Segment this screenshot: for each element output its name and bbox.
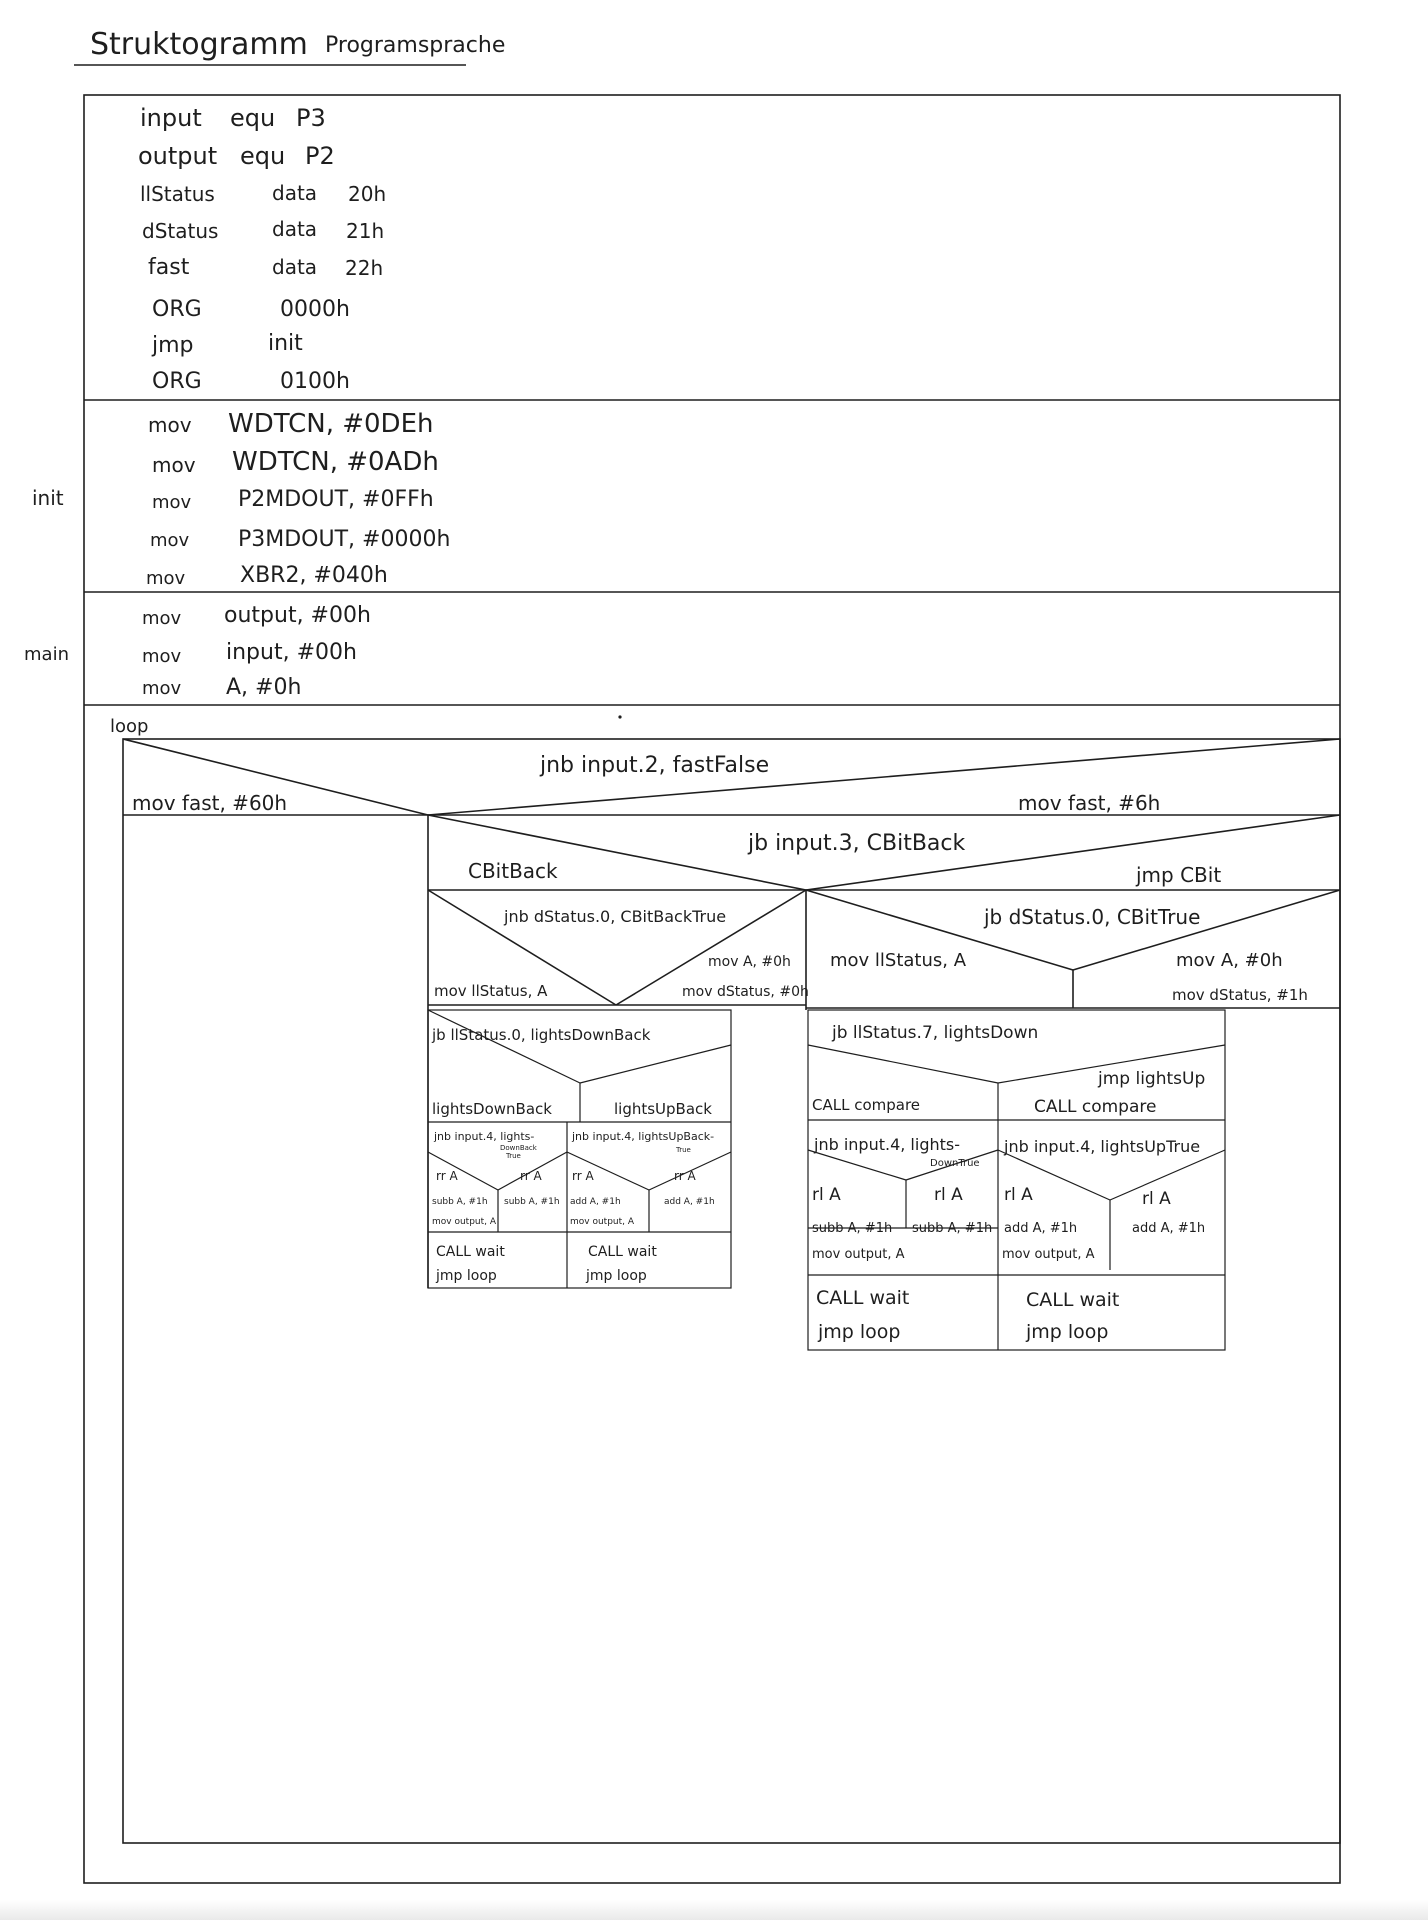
lu-left-2: mov output, A <box>1002 1247 1095 1262</box>
init-3-args: P3MDOUT, #0000h <box>238 527 451 552</box>
init-0-op: mov <box>148 413 192 437</box>
lights-back-cond: jb llStatus.0, lightsDownBack <box>432 1026 651 1044</box>
declarations-block <box>138 104 386 394</box>
lu-tail-1: CALL wait <box>1026 1289 1120 1311</box>
init-2-args: P2MDOUT, #0FFh <box>238 487 434 512</box>
lu-left-1: add A, #1h <box>1004 1221 1078 1236</box>
ld-diag-left <box>808 1150 906 1180</box>
ld-right-1: subb A, #1h <box>912 1221 993 1236</box>
ldb-left-2: mov output, A <box>432 1217 497 1227</box>
main-2-args: A, #0h <box>226 675 302 700</box>
cbit-right-text-1: mov A, #0h <box>1176 950 1283 971</box>
decl-1-a: output <box>138 142 218 170</box>
ld-left-op: rl A <box>812 1185 841 1205</box>
lub-cond-sub: True <box>676 1146 691 1154</box>
decl-3-c: 21h <box>346 219 385 243</box>
fast-false-branch: mov fast, #6h <box>1018 791 1161 815</box>
call-compare-right: CALL compare <box>1034 1097 1157 1117</box>
page-subtitle: Programsprache <box>325 33 506 58</box>
main-1-op: mov <box>142 646 182 667</box>
init-4-op: mov <box>146 568 186 589</box>
jmp-cbit-label: jmp CBit <box>1136 863 1222 887</box>
lights-down-back-label: lightsDownBack <box>432 1100 552 1118</box>
decl-6-b: init <box>268 331 303 356</box>
lub-left-2: mov output, A <box>570 1217 635 1227</box>
ldb-left-op: rr A <box>436 1169 458 1183</box>
ld-cond: jnb input.4, lights- <box>814 1135 960 1154</box>
lights-back-diag-left <box>428 1010 580 1083</box>
cbb-right-text-2: mov dStatus, #0h <box>682 984 809 1000</box>
ldb-cond: jnb input.4, lights- <box>434 1130 535 1143</box>
lu-tail-2: jmp loop <box>1026 1321 1109 1343</box>
decl-1-b: equ <box>240 142 286 170</box>
main-0-args: output, #00h <box>224 603 371 628</box>
lub-tail-1: CALL wait <box>588 1244 657 1260</box>
lub-right-1: add A, #1h <box>664 1197 715 1207</box>
cbb-cond-text: jnb dStatus.0, CBitBackTrue <box>504 907 727 926</box>
decl-1-c: P2 <box>305 142 335 170</box>
lu-right-1: add A, #1h <box>1132 1221 1206 1236</box>
lub-tail-2: jmp loop <box>586 1268 647 1284</box>
lub-left-1: add A, #1h <box>570 1197 621 1207</box>
decl-4-a: fast <box>148 255 190 280</box>
main-2-op: mov <box>142 678 182 699</box>
init-1-args: WDTCN, #0ADh <box>232 447 439 477</box>
decl-3-b: data <box>272 217 318 241</box>
decl-3-a: dStatus <box>142 219 219 243</box>
init-2-op: mov <box>152 492 192 513</box>
cbit-cond-text: jb dStatus.0, CBitTrue <box>984 905 1201 929</box>
ld-right-op: rl A <box>934 1185 963 1205</box>
side-label-init: init <box>32 486 64 510</box>
decl-6-a: jmp <box>152 333 194 358</box>
ldb-cond-sub: DownBack <box>500 1144 537 1152</box>
decl-4-b: data <box>272 255 318 279</box>
decl-2-c: 20h <box>348 182 387 206</box>
init-3-op: mov <box>150 530 190 551</box>
main-0-op: mov <box>142 608 182 629</box>
init-1-op: mov <box>152 453 196 477</box>
cond-fast-text: jnb input.2, fastFalse <box>540 753 770 778</box>
decl-0-a: input <box>140 104 202 132</box>
lights-back-diag-right <box>580 1045 731 1083</box>
ldb-right-1: subb A, #1h <box>504 1197 560 1207</box>
lu-left-op: rl A <box>1004 1185 1033 1205</box>
decl-7-a: ORG <box>152 369 202 394</box>
ld-left-1: subb A, #1h <box>812 1221 893 1236</box>
lu-right-op: rl A <box>1142 1189 1171 1209</box>
side-label-main: main <box>24 644 69 665</box>
jmp-lights-up-label: jmp lightsUp <box>1098 1069 1206 1089</box>
lights-up-back-label: lightsUpBack <box>614 1100 712 1118</box>
cbb-right-text-1: mov A, #0h <box>708 954 791 970</box>
lub-left-op: rr A <box>572 1169 594 1183</box>
cond-input3-text: jb input.3, CBitBack <box>748 831 966 856</box>
main-block <box>142 603 371 700</box>
lights-diag-left <box>808 1045 998 1083</box>
ld-left-2: mov output, A <box>812 1247 905 1262</box>
lu-cond: jnb input.4, lightsUpTrue <box>1004 1137 1201 1156</box>
stray-dot <box>618 715 621 718</box>
decl-5-b: 0000h <box>280 297 350 322</box>
ldb-tail-1: CALL wait <box>436 1244 505 1260</box>
ld-tail-2: jmp loop <box>818 1321 901 1343</box>
cbb-left-text: mov llStatus, A <box>434 982 548 1000</box>
ld-tail-1: CALL wait <box>816 1287 910 1309</box>
decl-0-c: P3 <box>296 104 326 132</box>
lub-right-op: rr A <box>674 1169 696 1183</box>
scan-shadow <box>0 1900 1428 1920</box>
decl-2-b: data <box>272 181 318 205</box>
cbit-right-text-2: mov dStatus, #1h <box>1172 986 1308 1004</box>
lights-cond: jb llStatus.7, lightsDown <box>832 1023 1039 1043</box>
loop-label: loop <box>110 716 149 737</box>
cbit-left-text: mov llStatus, A <box>830 950 967 971</box>
init-4-args: XBR2, #040h <box>240 563 388 588</box>
decl-2-a: llStatus <box>140 182 215 206</box>
fast-true-branch: mov fast, #60h <box>132 791 288 815</box>
init-block <box>146 409 450 589</box>
decl-7-b: 0100h <box>280 369 350 394</box>
call-compare-left: CALL compare <box>812 1096 921 1114</box>
ldb-tail-2: jmp loop <box>436 1268 497 1284</box>
init-0-args: WDTCN, #0DEh <box>228 409 434 439</box>
main-1-args: input, #00h <box>226 640 357 665</box>
decl-5-a: ORG <box>152 297 202 322</box>
ldb-cond-sub2: True <box>506 1152 521 1160</box>
decl-0-b: equ <box>230 104 276 132</box>
decl-4-c: 22h <box>345 256 384 280</box>
ldb-right-op: rr A <box>520 1169 542 1183</box>
ld-cond-sub: DownTrue <box>930 1158 980 1169</box>
page-title: Struktogramm <box>90 27 308 62</box>
ldb-left-1: subb A, #1h <box>432 1197 488 1207</box>
cbitback-label: CBitBack <box>468 859 558 883</box>
lub-cond: jnb input.4, lightsUpBack- <box>572 1130 715 1143</box>
